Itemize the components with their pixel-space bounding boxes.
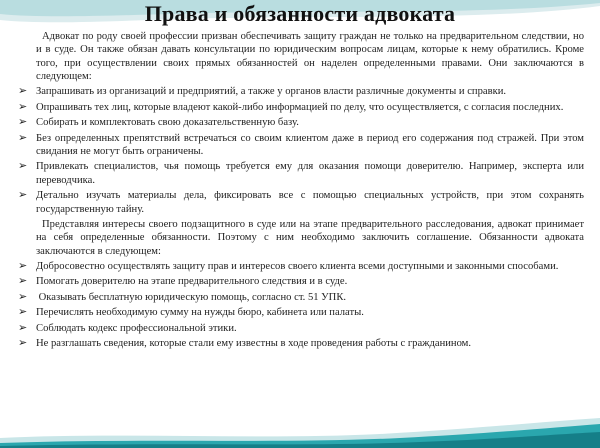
- duties-intro-paragraph: [18, 218, 584, 258]
- arrow-bullet-icon: ➢: [18, 131, 28, 144]
- right-item-text: Собирать и комплектовать свою доказательственную базу.: [36, 117, 299, 129]
- arrow-bullet-icon: ➢: [18, 116, 28, 129]
- duty-item-text: Не разглашать сведения, которые стали ему известны в ходе проведения работы с гражданином.: [36, 338, 472, 350]
- duty-item-text: Помогать доверителю на этапе предварительного следствия и в суде.: [36, 276, 348, 288]
- duty-item-text: Оказывать бесплатную юридическую помощь, согласно ст. 51 УПК.: [36, 291, 347, 303]
- arrow-bullet-icon: ➢: [18, 275, 28, 288]
- right-item-text: Детально изучать материалы дела, фиксировать все с помощью специальных устройств, при этом сохранять государственную тайну.: [36, 190, 584, 215]
- arrow-bullet-icon: ➢: [18, 100, 28, 113]
- right-item-text: Опрашивать тех лиц, которые владеют какой-либо информацией по делу, что осуществляется, с согласия последних.: [36, 101, 564, 113]
- arrow-bullet-icon: ➢: [18, 189, 28, 202]
- arrow-bullet-icon: ➢: [18, 160, 28, 173]
- list-item: [18, 260, 584, 273]
- arrow-bullet-icon: ➢: [18, 290, 28, 303]
- duties-intro-text: Представляя интересы своего подзащитного в суде или на этапе предварительного расследования, адвокат принимает на себя определенные обязанности. Поэтому с ним необходимо заключить соглашение. Обязанности адвоката заключаются в следующем:: [36, 218, 584, 257]
- page-title: Права и обязанности адвоката: [144, 1, 456, 26]
- list-item: [18, 160, 584, 187]
- list-item: [18, 189, 584, 216]
- arrow-bullet-icon: ➢: [18, 259, 28, 272]
- list-item: [18, 275, 584, 288]
- arrow-bullet-icon: ➢: [18, 321, 28, 334]
- duty-item-text: Добросовестно осуществлять защиту прав и интересов своего клиента всеми доступными и законными способами.: [36, 260, 559, 272]
- right-item-text: Привлекать специалистов, чья помощь требуется ему для оказания помощи доверителю. Например, эксперта или переводчика.: [36, 161, 584, 186]
- list-item: [18, 85, 584, 98]
- list-item: [18, 291, 584, 304]
- arrow-bullet-icon: ➢: [18, 306, 28, 319]
- list-item: [18, 337, 584, 350]
- list-item: [18, 132, 584, 159]
- intro-text: Адвокат по роду своей профессии призван обеспечивать защиту граждан не только на предварительном следствии, но и в суде. Он также обязан давать консультации по юридическим вопросам лицам, которые к нему обратились. Кроме того, при осуществлении своих прямых обязанностей он наделен определенными правами. Они заключаются в следующем:: [36, 31, 584, 82]
- document-body: [18, 30, 584, 353]
- list-item: [18, 116, 584, 129]
- intro-paragraph: [18, 30, 584, 83]
- list-item: [18, 101, 584, 114]
- arrow-bullet-icon: ➢: [18, 337, 28, 350]
- arrow-bullet-icon: ➢: [18, 85, 28, 98]
- right-item-text: Запрашивать из организаций и предприятий, а также у органов власти различные документы и справки.: [36, 86, 507, 98]
- list-item: [18, 306, 584, 319]
- right-item-text: Без определенных препятствий встречаться со своим клиентом даже в период его содержания под стражей. При этом свидания не могут быть ограничены.: [36, 132, 584, 157]
- duty-item-text: Соблюдать кодекс профессиональной этики.: [36, 322, 237, 334]
- list-item: [18, 322, 584, 335]
- duty-item-text: Перечислять необходимую сумму на нужды бюро, кабинета или палаты.: [36, 307, 364, 319]
- bottom-wave-decoration: [0, 414, 600, 448]
